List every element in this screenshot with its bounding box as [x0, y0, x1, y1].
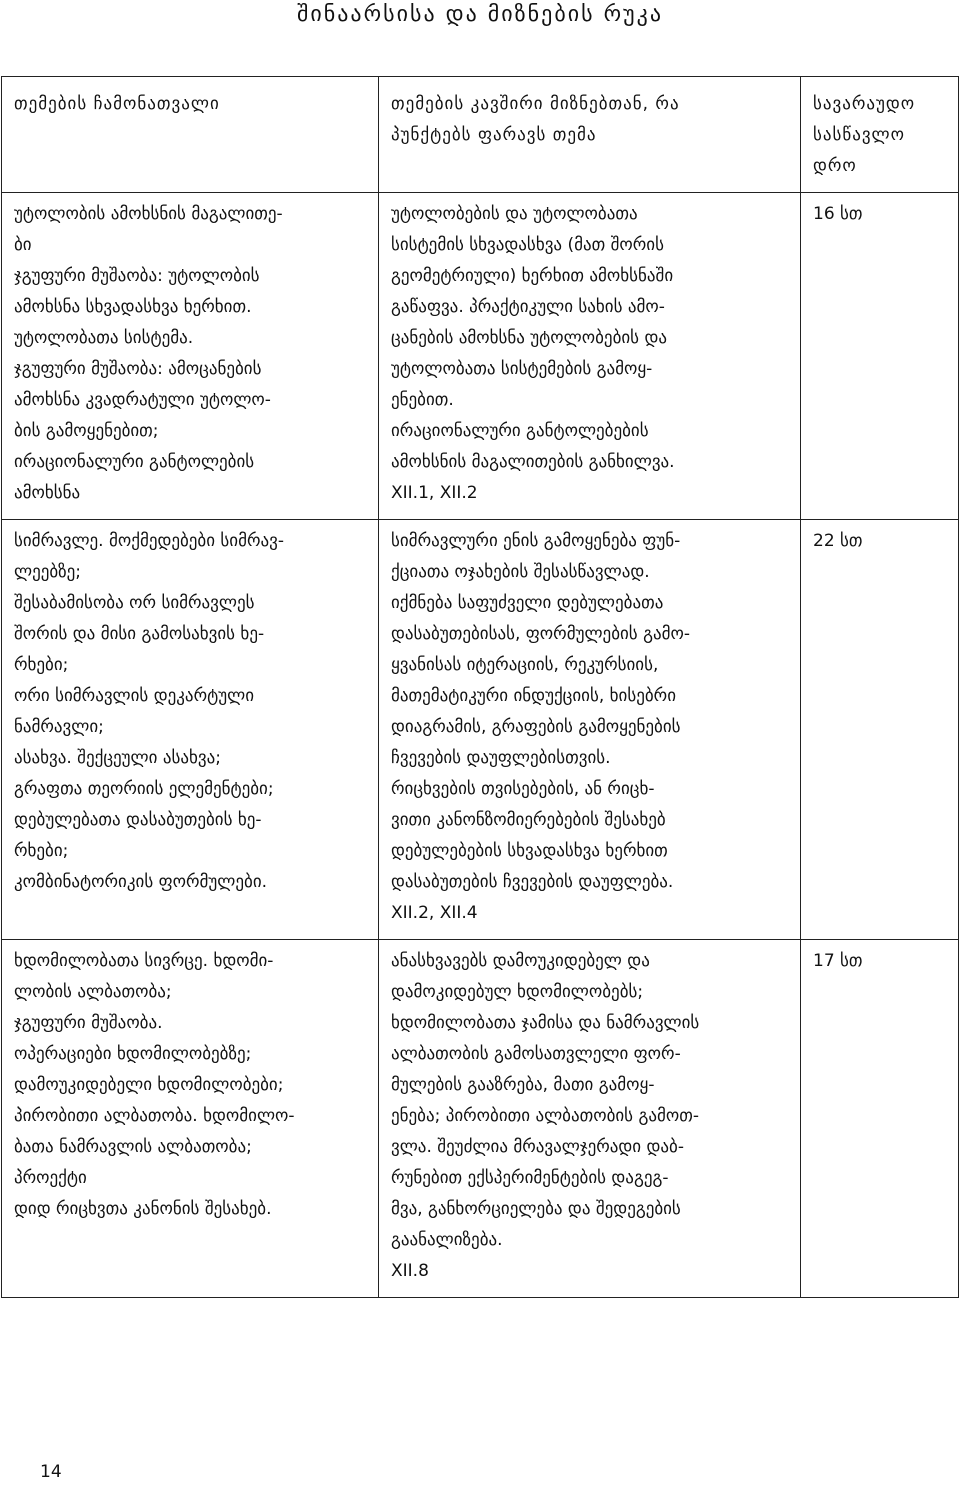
text-line: გეომეტრიული) ხერხით ამოხსნაში	[391, 266, 674, 286]
text-line: ამოხსნა კვადრატული უტოლო-	[14, 390, 271, 410]
text-line: დასაბუთების ჩვევების დაუფლება.	[391, 872, 674, 892]
text-line: ჯგუფური მუშაობა.	[14, 1013, 163, 1033]
text-line: XII.2, XII.4	[391, 903, 478, 923]
goals-cell	[379, 193, 801, 520]
text-line: ლობის ალბათობა;	[14, 982, 172, 1002]
text-line: სიმრავლური ენის გამოყენება ფუნ-	[391, 531, 681, 551]
text-line: გრაფთა თეორიის ელემენტები;	[14, 779, 274, 799]
page-title: შინაარსისა და მიზნების რუკა	[296, 2, 664, 27]
text-line: ენებით.	[391, 390, 454, 410]
text-line: ქციათა ოჯახების შესასწავლად.	[391, 562, 650, 582]
text-line: შესაბამისობა ორ სიმრავლეს	[14, 593, 255, 613]
text-line: ყვანისას იტერაციის, რეკურსიის,	[391, 655, 659, 675]
text-line: რიცხვების თვისებების, ან რიცხ-	[391, 779, 655, 799]
text-line: დებულებების სხვადასხვა ხერხით	[391, 841, 668, 861]
text-line: დიდ რიცხვთა კანონის შესახებ.	[14, 1199, 272, 1219]
text-line: ლეებზე;	[14, 562, 82, 582]
text-line: რუნებით ექსპერიმენტების დაგეგ-	[391, 1168, 669, 1188]
header-goals	[379, 77, 801, 193]
text-line: ბი	[14, 235, 32, 255]
text-line: გაწაფვა. პრაქტიკული სახის ამო-	[391, 297, 665, 317]
text-line: ბის გამოყენებით;	[14, 421, 159, 441]
text-line: დამოუკიდებელი ხდომილობები;	[14, 1075, 284, 1095]
text-line: თემების კავშირი მიზნებთან, რა	[391, 94, 680, 114]
text-line: ირაციონალური განტოლებების	[391, 421, 649, 441]
text-line: მულების გააზრება, მათი გამოყ-	[391, 1075, 655, 1095]
contents-table	[1, 76, 959, 1298]
text-line: უტოლობის ამოხსნის მაგალითე-	[14, 204, 283, 224]
text-line: ხდომილობათა ჯამისა და ნამრავლის	[391, 1013, 700, 1033]
text-line: თემების ჩამონათვალი	[14, 94, 220, 114]
text-line: მათემატიკური ინდუქციის, ხისებრი	[391, 686, 676, 706]
text-line: რხები;	[14, 655, 69, 675]
text-line: უტოლობათა სისტემების გამოყ-	[391, 359, 653, 379]
text-line: პროექტი	[14, 1168, 87, 1188]
text-line: გაანალიზება.	[391, 1230, 503, 1250]
page-number: 14	[40, 1462, 62, 1482]
table-row	[2, 940, 959, 1298]
text-line: ვითი კანონზომიერებების შესახებ	[391, 810, 666, 830]
text-line: პირობითი ალბათობა. ხდომილო-	[14, 1106, 295, 1126]
text-line: იქმნება საფუძველი დებულებათა	[391, 593, 664, 613]
text-line: სასწავლო	[813, 125, 906, 145]
text-line: დრო	[813, 156, 857, 176]
header-time	[801, 77, 959, 193]
header-topics	[2, 77, 379, 193]
text-line: ხდომილობათა სივრცე. ხდომი-	[14, 951, 274, 971]
time-cell: 16 სთ	[801, 193, 959, 520]
text-line: ასახვა. შექცეული ასახვა;	[14, 748, 221, 768]
table-row	[2, 520, 959, 940]
text-line: რხები;	[14, 841, 69, 861]
text-line: პუნქტებს ფარავს თემა	[391, 125, 597, 145]
text-line: უტოლობათა სისტემა.	[14, 328, 194, 348]
text-line: დებულებათა დასაბუთების ხე-	[14, 810, 262, 830]
text-line: XII.1, XII.2	[391, 483, 478, 503]
text-line: ჯგუფური მუშაობა: ამოცანების	[14, 359, 262, 379]
text-line: უტოლობების და უტოლობათა	[391, 204, 638, 224]
text-line: ამოხსნა	[14, 483, 81, 503]
text-line: დასაბუთებისას, ფორმულების გამო-	[391, 624, 690, 644]
topics-cell	[2, 193, 379, 520]
table-row	[2, 193, 959, 520]
text-line: სავარაუდო	[813, 94, 916, 114]
topics-cell	[2, 940, 379, 1298]
text-line: ორი სიმრავლის დეკარტული	[14, 686, 254, 706]
text-line: ბათა ნამრავლის ალბათობა;	[14, 1137, 252, 1157]
text-line: სიმრავლე. მოქმედებები სიმრავ-	[14, 531, 284, 551]
time-cell: 17 სთ	[801, 940, 959, 1298]
text-line: შორის და მისი გამოსახვის ხე-	[14, 624, 265, 644]
text-line: მვა, განხორციელება და შედეგების	[391, 1199, 681, 1219]
text-line: დამოკიდებულ ხდომილობებს;	[391, 982, 644, 1002]
text-line: სისტემის სხვადასხვა (მათ შორის	[391, 235, 664, 255]
time-cell: 22 სთ	[801, 520, 959, 940]
text-line: ენება; პირობითი ალბათობის გამოთ-	[391, 1106, 699, 1126]
text-line: ჯგუფური მუშაობა: უტოლობის	[14, 266, 260, 286]
text-line: ოპერაციები ხდომილობებზე;	[14, 1044, 252, 1064]
text-line: ირაციონალური განტოლების	[14, 452, 255, 472]
text-line: ალბათობის გამოსათვლელი ფორ-	[391, 1044, 681, 1064]
text-line: ამოხსნის მაგალითების განხილვა.	[391, 452, 675, 472]
goals-cell	[379, 940, 801, 1298]
text-line: ცანების ამოხსნა უტოლობების და	[391, 328, 667, 348]
text-line: ამოხსნა სხვადასხვა ხერხით.	[14, 297, 252, 317]
text-line: ანასხვავებს დამოუკიდებელ და	[391, 951, 650, 971]
goals-cell	[379, 520, 801, 940]
table-header-row	[2, 77, 959, 193]
topics-cell	[2, 520, 379, 940]
text-line: XII.8	[391, 1261, 429, 1281]
text-line: ნამრავლი;	[14, 717, 104, 737]
text-line: ვლა. შეუძლია მრავალჯერადი დაბ-	[391, 1137, 684, 1157]
text-line: კომბინატორიკის ფორმულები.	[14, 872, 268, 892]
text-line: დიაგრამის, გრაფების გამოყენების	[391, 717, 681, 737]
text-line: ჩვევების დაუფლებისთვის.	[391, 748, 611, 768]
